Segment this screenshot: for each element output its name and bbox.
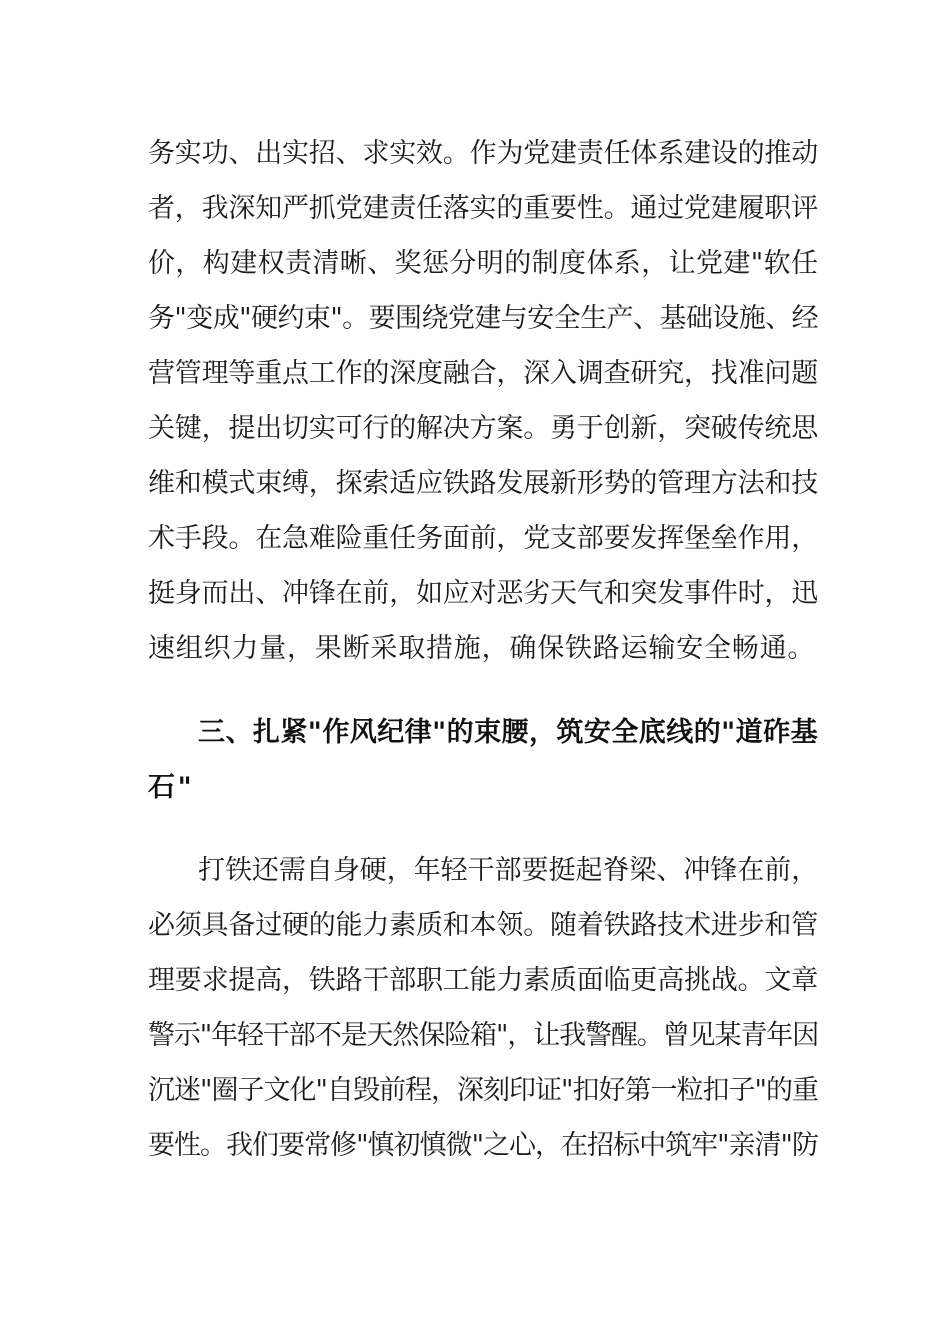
paragraph-1-line: 速组织力量，果断采取措施，确保铁路运输安全畅通。 [148,633,816,664]
paragraph-1-line: 务"变成"硬约束"。要围绕党建与安全生产、基础设施、经 [148,303,818,334]
paragraph-1-line: 关键，提出切实可行的解决方案。勇于创新，突破传统思 [148,413,818,444]
paragraph-2-line: 沉迷"圈子文化"自毁前程，深刻印证"扣好第一粒扣子"的重 [148,1075,818,1106]
paragraph-2-line: 要性。我们要常修"慎初慎微"之心，在招标中筑牢"亲清"防 [148,1130,818,1161]
paragraph-1-line: 务实功、出实招、求实效。作为党建责任体系建设的推动 [148,138,818,169]
paragraph-1-line: 维和模式束缚，探索适应铁路发展新形势的管理方法和技 [148,468,818,499]
paragraph-1-line: 营管理等重点工作的深度融合，深入调查研究，找准问题 [148,358,818,389]
paragraph-2-line: 理要求提高，铁路干部职工能力素质面临更高挑战。文章 [148,965,818,996]
paragraph-1-line: 者，我深知严抓党建责任落实的重要性。通过党建履职评 [148,193,818,224]
paragraph-2-line: 警示"年轻干部不是天然保险箱"，让我警醒。曾见某青年因 [148,1020,818,1051]
paragraph-1-line: 价，构建权责清晰、奖惩分明的制度体系，让党建"软任 [148,248,819,279]
paragraph-2-line: 必须具备过硬的能力素质和本领。随着铁路技术进步和管 [148,910,818,941]
section-heading: 三、扎紧"作风纪律"的束腰，筑安全底线的"道砟基 [198,717,818,748]
section-heading-continuation: 石" [148,772,195,803]
paragraph-2-line: 打铁还需自身硬，年轻干部要挺起脊梁、冲锋在前， [198,855,818,886]
paragraph-1-line: 术手段。在急难险重任务面前，党支部要发挥堡垒作用， [148,523,818,554]
paragraph-1-line: 挺身而出、冲锋在前，如应对恶劣天气和突发事件时，迅 [148,578,818,609]
